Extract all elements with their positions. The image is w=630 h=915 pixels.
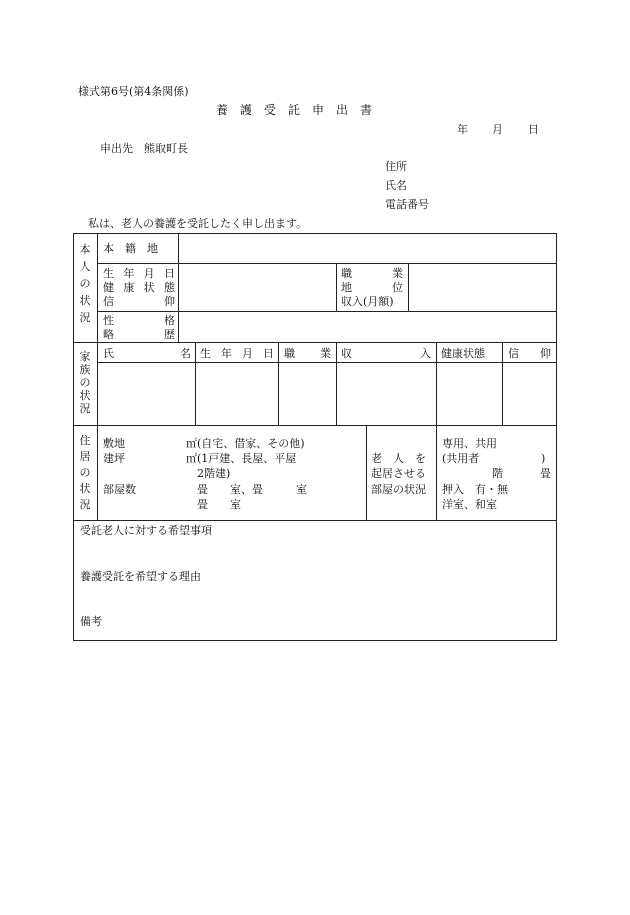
date-day-label: 日	[528, 123, 539, 136]
rooms-label: 部屋数	[103, 483, 136, 496]
history-label: 略 歴	[103, 328, 175, 341]
tatami-label: 畳	[540, 467, 551, 480]
housing-section-side-label: 住 居 の 状 況	[79, 434, 91, 511]
health-label: 健康状態	[103, 281, 175, 294]
site-area-unit: ㎡(自宅、借家、その他)	[186, 437, 305, 450]
application-statement: 私は、老人の養護を受託したく申し出ます。	[88, 217, 308, 230]
reason-label: 養護受託を希望する理由	[80, 570, 201, 583]
family-col-job-a: 職	[284, 347, 295, 360]
family-section-side-label: 家 族 の 状 況	[79, 350, 91, 415]
position-label: 地 位	[341, 281, 403, 294]
rooms-line-2: 畳 室	[197, 498, 241, 511]
job-label: 職 業	[341, 267, 403, 280]
closet-options: 押入 有・無	[442, 483, 508, 496]
applicant-phone-label: 電話番号	[385, 198, 429, 211]
form-number: 様式第6号(第4条関係)	[78, 85, 189, 98]
applicant-address-label: 住所	[385, 160, 407, 173]
wishes-label: 受託老人に対する希望事項	[80, 524, 212, 537]
elder-room-label-3: 部屋の状況	[371, 483, 426, 496]
income-label: 収入(月額)	[341, 295, 394, 308]
floor-area-unit-2: 2階建)	[197, 467, 231, 480]
room-use-options: 専用、共用	[442, 437, 497, 450]
domicile-label: 本 籍 地	[103, 242, 158, 255]
shared-with-label: (共用者	[442, 452, 480, 465]
floor-area-label: 建坪	[103, 452, 125, 465]
addressee: 申出先 熊取町長	[100, 142, 188, 155]
rooms-line-1: 畳 室、畳 室	[197, 483, 307, 496]
elder-room-label-2: 起居させる	[371, 467, 426, 480]
site-area-label: 敷地	[103, 437, 125, 450]
birth-label: 生年月日	[103, 267, 175, 280]
family-col-birth: 生年月日	[200, 347, 274, 360]
family-col-income-b: 入	[420, 347, 431, 360]
family-col-name-a: 氏	[103, 347, 114, 360]
date-year-label: 年	[457, 123, 468, 136]
family-col-religion-b: 仰	[540, 347, 551, 360]
family-col-health: 健康状態	[441, 347, 485, 360]
family-col-religion-a: 信	[508, 347, 519, 360]
floor-area-unit: ㎡(1戸建、長屋、平屋	[186, 452, 297, 465]
room-style-options: 洋室、和室	[442, 498, 497, 511]
religion-label: 信 仰	[103, 295, 175, 308]
floor-level-label: 階	[492, 467, 503, 480]
shared-with-close: )	[541, 452, 546, 465]
elder-room-label-1: 老 人 を	[371, 452, 426, 465]
family-col-job-b: 業	[320, 347, 331, 360]
family-col-name-b: 名	[180, 347, 191, 360]
form-title: 養 護 受 託 申 出 書	[216, 103, 373, 117]
character-label: 性 格	[103, 314, 175, 327]
date-month-label: 月	[492, 123, 503, 136]
notes-label: 備考	[80, 615, 102, 628]
family-col-income-a: 収	[341, 347, 352, 360]
self-section-side-label: 本 人 の 状 況	[79, 243, 91, 324]
applicant-name-label: 氏名	[385, 179, 407, 192]
